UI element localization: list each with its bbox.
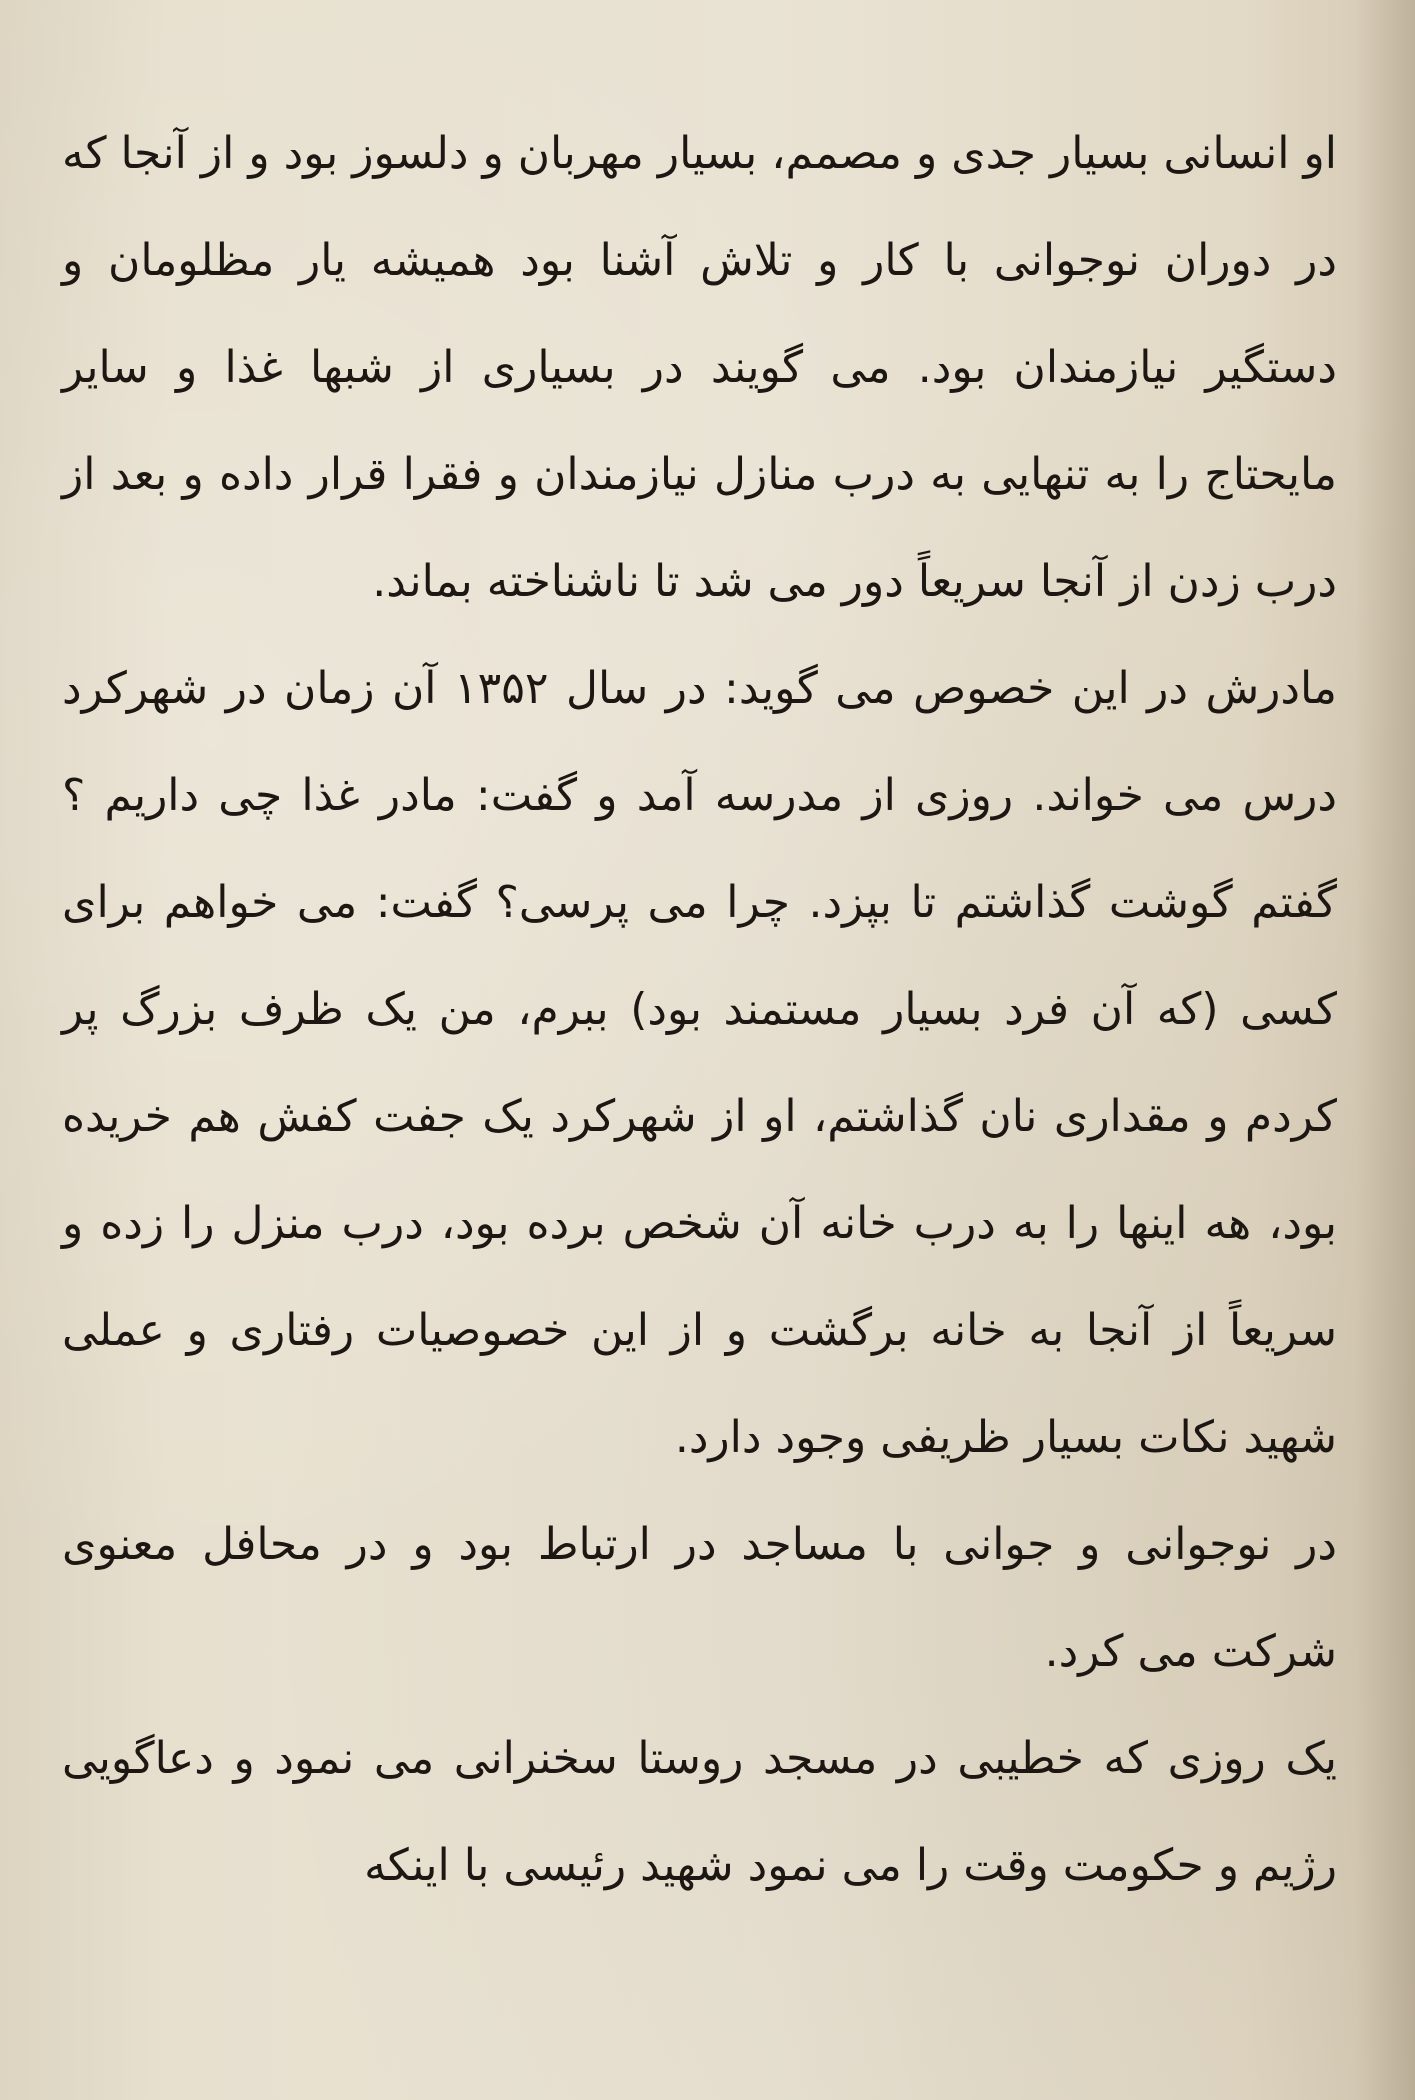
paragraph-2: مادرش در این خصوص می گوید: در سال ۱۳۵۲ آن زمان در شهرکرد درس می خواند. روزی از مدرسه آمد و گفت: مادر غذا چی داریم ؟ گفتم گوشت گذاشتم تا بپزد. چرا می پرسی؟ گفت: می خواهم برای کسی (که آن فرد بسیار مستمند بود) ببرم، من یک ظرف بزرگ پر کردم و مقداری نان گذاشتم، او از شهرکرد یک جفت کفش هم خریده بود، هه اینها را به درب خانه آن شخص برده بود، درب منزل را زده و سریعاً از آنجا به خانه برگشت و از این خصوصیات رفتاری و عملی شهید نکات بسیار ظریفی وجود دارد. xyxy=(62,663,1337,1463)
page-text xyxy=(62,100,1337,1919)
page-binding-shadow xyxy=(1355,0,1415,2100)
paragraph-3: در نوجوانی و جوانی با مساجد در ارتباط بود و در محافل معنوی شرکت می کرد. xyxy=(62,1519,1337,1677)
paragraph-1: او انسانی بسیار جدی و مصمم، بسیار مهربان و دلسوز بود و از آنجا که در دوران نوجوانی با کار و تلاش آشنا بود همیشه یار مظلومان و دستگیر نیازمندان بود. می گویند در بسیاری از شبها غذا و سایر مایحتاج را به تنهایی به درب منازل نیازمندان و فقرا قرار داده و بعد از درب زدن از آنجا سریعاً دور می شد تا ناشناخته بماند. xyxy=(62,128,1337,607)
paragraph-4: یک روزی که خطیبی در مسجد روستا سخنرانی می نمود و دعاگویی رژیم و حکومت وقت را می نمود شهید رئیسی با اینکه xyxy=(62,1733,1337,1891)
